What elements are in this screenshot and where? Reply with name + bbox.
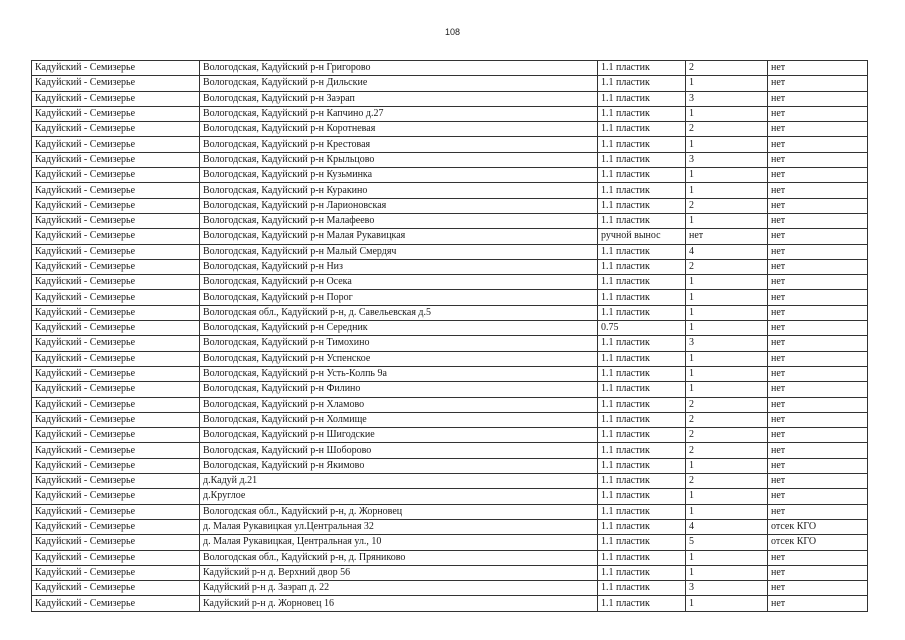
- container-count-cell: 2: [686, 428, 768, 443]
- container-count-cell: 4: [686, 519, 768, 534]
- address-cell: д. Малая Рукавицкая ул.Центральная 32: [200, 519, 598, 534]
- address-cell: Вологодская, Кадуйский р-н Малая Рукавицкая: [200, 229, 598, 244]
- table-row: [32, 183, 868, 198]
- settlement-cell: Кадуйский - Семизерье: [32, 168, 200, 183]
- container-type-cell: 1.1 пластик: [598, 137, 686, 152]
- settlement-cell: Кадуйский - Семизерье: [32, 489, 200, 504]
- kgo-cell: отсек КГО: [768, 519, 868, 534]
- address-cell: Вологодская, Кадуйский р-н Заэрап: [200, 91, 598, 106]
- container-count-cell: 1: [686, 305, 768, 320]
- settlement-cell: Кадуйский - Семизерье: [32, 336, 200, 351]
- address-cell: Вологодская, Кадуйский р-н Шигодские: [200, 428, 598, 443]
- container-count-cell: 1: [686, 504, 768, 519]
- settlement-cell: Кадуйский - Семизерье: [32, 565, 200, 580]
- address-cell: Вологодская обл., Кадуйский р-н, д. Жорновец: [200, 504, 598, 519]
- container-count-cell: 1: [686, 290, 768, 305]
- kgo-cell: нет: [768, 61, 868, 76]
- settlement-cell: Кадуйский - Семизерье: [32, 581, 200, 596]
- container-type-cell: 1.1 пластик: [598, 565, 686, 580]
- settlement-cell: Кадуйский - Семизерье: [32, 152, 200, 167]
- settlement-cell: Кадуйский - Семизерье: [32, 183, 200, 198]
- settlement-cell: Кадуйский - Семизерье: [32, 321, 200, 336]
- address-cell: Вологодская, Кадуйский р-н Середник: [200, 321, 598, 336]
- table-row: [32, 458, 868, 473]
- container-count-cell: 2: [686, 61, 768, 76]
- container-type-cell: 1.1 пластик: [598, 61, 686, 76]
- container-count-cell: нет: [686, 229, 768, 244]
- settlement-cell: Кадуйский - Семизерье: [32, 412, 200, 427]
- kgo-cell: нет: [768, 76, 868, 91]
- settlement-cell: Кадуйский - Семизерье: [32, 91, 200, 106]
- settlement-cell: Кадуйский - Семизерье: [32, 290, 200, 305]
- kgo-cell: нет: [768, 290, 868, 305]
- container-count-cell: 1: [686, 458, 768, 473]
- kgo-cell: нет: [768, 351, 868, 366]
- address-cell: Вологодская, Кадуйский р-н Хламово: [200, 397, 598, 412]
- settlement-cell: Кадуйский - Семизерье: [32, 535, 200, 550]
- container-type-cell: 1.1 пластик: [598, 152, 686, 167]
- settlement-cell: Кадуйский - Семизерье: [32, 474, 200, 489]
- container-type-cell: 1.1 пластик: [598, 458, 686, 473]
- kgo-cell: нет: [768, 305, 868, 320]
- kgo-cell: нет: [768, 321, 868, 336]
- container-type-cell: ручной вынос: [598, 229, 686, 244]
- container-count-cell: 5: [686, 535, 768, 550]
- table-row: [32, 61, 868, 76]
- address-cell: Вологодская, Кадуйский р-н Якимово: [200, 458, 598, 473]
- address-cell: Вологодская, Кадуйский р-н Низ: [200, 259, 598, 274]
- address-cell: Вологодская, Кадуйский р-н Кузьминка: [200, 168, 598, 183]
- settlement-cell: Кадуйский - Семизерье: [32, 213, 200, 228]
- container-type-cell: 0.75: [598, 321, 686, 336]
- container-count-cell: 1: [686, 275, 768, 290]
- container-count-cell: 3: [686, 91, 768, 106]
- settlement-cell: Кадуйский - Семизерье: [32, 305, 200, 320]
- table-row: [32, 229, 868, 244]
- settlement-cell: Кадуйский - Семизерье: [32, 122, 200, 137]
- kgo-cell: нет: [768, 397, 868, 412]
- kgo-cell: нет: [768, 213, 868, 228]
- container-count-cell: 1: [686, 168, 768, 183]
- kgo-cell: нет: [768, 122, 868, 137]
- table-row: [32, 366, 868, 381]
- table-row: [32, 321, 868, 336]
- address-cell: Кадуйский р-н д. Жорновец 16: [200, 596, 598, 611]
- table-row: [32, 198, 868, 213]
- address-cell: Вологодская, Кадуйский р-н Куракино: [200, 183, 598, 198]
- kgo-cell: нет: [768, 106, 868, 121]
- address-cell: Вологодская, Кадуйский р-н Крестовая: [200, 137, 598, 152]
- container-type-cell: 1.1 пластик: [598, 122, 686, 137]
- container-count-cell: 3: [686, 336, 768, 351]
- table-row: [32, 550, 868, 565]
- address-cell: Вологодская, Кадуйский р-н Капчино д.27: [200, 106, 598, 121]
- container-type-cell: 1.1 пластик: [598, 198, 686, 213]
- settlement-cell: Кадуйский - Семизерье: [32, 137, 200, 152]
- kgo-cell: отсек КГО: [768, 535, 868, 550]
- container-type-cell: 1.1 пластик: [598, 244, 686, 259]
- container-type-cell: 1.1 пластик: [598, 412, 686, 427]
- settlement-cell: Кадуйский - Семизерье: [32, 596, 200, 611]
- container-count-cell: 1: [686, 213, 768, 228]
- container-count-cell: 1: [686, 489, 768, 504]
- table-row: [32, 428, 868, 443]
- table-row: [32, 275, 868, 290]
- container-count-cell: 1: [686, 366, 768, 381]
- table-row: [32, 489, 868, 504]
- container-count-cell: 1: [686, 565, 768, 580]
- container-count-cell: 1: [686, 321, 768, 336]
- container-type-cell: 1.1 пластик: [598, 183, 686, 198]
- container-type-cell: 1.1 пластик: [598, 305, 686, 320]
- settlement-cell: Кадуйский - Семизерье: [32, 443, 200, 458]
- kgo-cell: нет: [768, 198, 868, 213]
- container-type-cell: 1.1 пластик: [598, 428, 686, 443]
- container-type-cell: 1.1 пластик: [598, 596, 686, 611]
- container-type-cell: 1.1 пластик: [598, 581, 686, 596]
- address-cell: Кадуйский р-н д. Заэрап д. 22: [200, 581, 598, 596]
- container-type-cell: 1.1 пластик: [598, 519, 686, 534]
- table-row: [32, 581, 868, 596]
- address-cell: Вологодская, Кадуйский р-н Холмище: [200, 412, 598, 427]
- table-row: [32, 137, 868, 152]
- settlement-cell: Кадуйский - Семизерье: [32, 229, 200, 244]
- kgo-cell: нет: [768, 412, 868, 427]
- address-cell: Вологодская, Кадуйский р-н Усть-Колпь 9а: [200, 366, 598, 381]
- kgo-cell: нет: [768, 504, 868, 519]
- settlement-cell: Кадуйский - Семизерье: [32, 458, 200, 473]
- data-table: [31, 60, 868, 612]
- address-cell: Вологодская, Кадуйский р-н Малафеево: [200, 213, 598, 228]
- address-cell: Вологодская обл., Кадуйский р-н, д. Пряниково: [200, 550, 598, 565]
- table-row: [32, 397, 868, 412]
- container-count-cell: 2: [686, 259, 768, 274]
- table-row: [32, 290, 868, 305]
- table-row: [32, 213, 868, 228]
- container-type-cell: 1.1 пластик: [598, 366, 686, 381]
- container-count-cell: 1: [686, 183, 768, 198]
- kgo-cell: нет: [768, 474, 868, 489]
- settlement-cell: Кадуйский - Семизерье: [32, 198, 200, 213]
- container-count-cell: 2: [686, 198, 768, 213]
- settlement-cell: Кадуйский - Семизерье: [32, 106, 200, 121]
- settlement-cell: Кадуйский - Семизерье: [32, 244, 200, 259]
- kgo-cell: нет: [768, 244, 868, 259]
- table-row: [32, 351, 868, 366]
- kgo-cell: нет: [768, 183, 868, 198]
- settlement-cell: Кадуйский - Семизерье: [32, 61, 200, 76]
- kgo-cell: нет: [768, 168, 868, 183]
- kgo-cell: нет: [768, 259, 868, 274]
- container-type-cell: 1.1 пластик: [598, 351, 686, 366]
- table-row: [32, 244, 868, 259]
- address-cell: Кадуйский р-н д. Верхний двор 56: [200, 565, 598, 580]
- container-count-cell: 2: [686, 397, 768, 412]
- kgo-cell: нет: [768, 428, 868, 443]
- address-cell: Вологодская, Кадуйский р-н Коротневая: [200, 122, 598, 137]
- table-row: [32, 152, 868, 167]
- container-type-cell: 1.1 пластик: [598, 168, 686, 183]
- container-type-cell: 1.1 пластик: [598, 275, 686, 290]
- table-row: [32, 336, 868, 351]
- table-row: [32, 305, 868, 320]
- kgo-cell: нет: [768, 366, 868, 381]
- address-cell: Вологодская обл., Кадуйский р-н, д. Савельевская д.5: [200, 305, 598, 320]
- address-cell: д. Малая Рукавицкая, Центральная ул., 10: [200, 535, 598, 550]
- address-cell: Вологодская, Кадуйский р-н Успенское: [200, 351, 598, 366]
- table-row: [32, 412, 868, 427]
- container-count-cell: 1: [686, 76, 768, 91]
- container-count-cell: 2: [686, 474, 768, 489]
- address-cell: д.Круглое: [200, 489, 598, 504]
- address-cell: Вологодская, Кадуйский р-н Филино: [200, 382, 598, 397]
- table-row: [32, 168, 868, 183]
- container-type-cell: 1.1 пластик: [598, 91, 686, 106]
- table-row: [32, 519, 868, 534]
- table-row: [32, 382, 868, 397]
- container-count-cell: 1: [686, 550, 768, 565]
- address-cell: Вологодская, Кадуйский р-н Порог: [200, 290, 598, 305]
- container-count-cell: 1: [686, 106, 768, 121]
- address-cell: Вологодская, Кадуйский р-н Дильские: [200, 76, 598, 91]
- kgo-cell: нет: [768, 489, 868, 504]
- kgo-cell: нет: [768, 91, 868, 106]
- kgo-cell: нет: [768, 581, 868, 596]
- settlement-cell: Кадуйский - Семизерье: [32, 519, 200, 534]
- container-type-cell: 1.1 пластик: [598, 76, 686, 91]
- kgo-cell: нет: [768, 152, 868, 167]
- container-count-cell: 2: [686, 443, 768, 458]
- table-row: [32, 565, 868, 580]
- settlement-cell: Кадуйский - Семизерье: [32, 397, 200, 412]
- settlement-cell: Кадуйский - Семизерье: [32, 382, 200, 397]
- settlement-cell: Кадуйский - Семизерье: [32, 351, 200, 366]
- container-type-cell: 1.1 пластик: [598, 443, 686, 458]
- table-row: [32, 535, 868, 550]
- address-cell: Вологодская, Кадуйский р-н Тимохино: [200, 336, 598, 351]
- container-count-cell: 1: [686, 596, 768, 611]
- kgo-cell: нет: [768, 382, 868, 397]
- container-count-cell: 1: [686, 382, 768, 397]
- container-type-cell: 1.1 пластик: [598, 397, 686, 412]
- container-count-cell: 2: [686, 122, 768, 137]
- container-type-cell: 1.1 пластик: [598, 382, 686, 397]
- container-count-cell: 1: [686, 351, 768, 366]
- address-cell: Вологодская, Кадуйский р-н Малый Смердяч: [200, 244, 598, 259]
- settlement-cell: Кадуйский - Семизерье: [32, 504, 200, 519]
- address-cell: д.Кадуй д.21: [200, 474, 598, 489]
- container-type-cell: 1.1 пластик: [598, 213, 686, 228]
- address-cell: Вологодская, Кадуйский р-н Крыльцово: [200, 152, 598, 167]
- container-count-cell: 1: [686, 137, 768, 152]
- container-type-cell: 1.1 пластик: [598, 550, 686, 565]
- table-row: [32, 474, 868, 489]
- table-row: [32, 106, 868, 121]
- table-row: [32, 596, 868, 611]
- container-type-cell: 1.1 пластик: [598, 489, 686, 504]
- container-type-cell: 1.1 пластик: [598, 290, 686, 305]
- address-cell: Вологодская, Кадуйский р-н Ларионовская: [200, 198, 598, 213]
- container-type-cell: 1.1 пластик: [598, 504, 686, 519]
- settlement-cell: Кадуйский - Семизерье: [32, 76, 200, 91]
- kgo-cell: нет: [768, 596, 868, 611]
- container-count-cell: 2: [686, 412, 768, 427]
- settlement-cell: Кадуйский - Семизерье: [32, 275, 200, 290]
- table-row: [32, 443, 868, 458]
- container-count-cell: 3: [686, 581, 768, 596]
- container-count-cell: 3: [686, 152, 768, 167]
- settlement-cell: Кадуйский - Семизерье: [32, 366, 200, 381]
- kgo-cell: нет: [768, 458, 868, 473]
- table-row: [32, 504, 868, 519]
- kgo-cell: нет: [768, 229, 868, 244]
- settlement-cell: Кадуйский - Семизерье: [32, 259, 200, 274]
- address-cell: Вологодская, Кадуйский р-н Осека: [200, 275, 598, 290]
- table-body: [32, 61, 868, 612]
- table-row: [32, 259, 868, 274]
- settlement-cell: Кадуйский - Семизерье: [32, 550, 200, 565]
- kgo-cell: нет: [768, 137, 868, 152]
- container-type-cell: 1.1 пластик: [598, 474, 686, 489]
- kgo-cell: нет: [768, 275, 868, 290]
- container-type-cell: 1.1 пластик: [598, 106, 686, 121]
- container-count-cell: 4: [686, 244, 768, 259]
- kgo-cell: нет: [768, 565, 868, 580]
- container-type-cell: 1.1 пластик: [598, 259, 686, 274]
- container-type-cell: 1.1 пластик: [598, 336, 686, 351]
- settlement-cell: Кадуйский - Семизерье: [32, 428, 200, 443]
- kgo-cell: нет: [768, 443, 868, 458]
- kgo-cell: нет: [768, 336, 868, 351]
- address-cell: Вологодская, Кадуйский р-н Григорово: [200, 61, 598, 76]
- page-number: 108: [444, 27, 461, 37]
- address-cell: Вологодская, Кадуйский р-н Шоборово: [200, 443, 598, 458]
- kgo-cell: нет: [768, 550, 868, 565]
- table-row: [32, 91, 868, 106]
- table-row: [32, 76, 868, 91]
- table-row: [32, 122, 868, 137]
- container-type-cell: 1.1 пластик: [598, 535, 686, 550]
